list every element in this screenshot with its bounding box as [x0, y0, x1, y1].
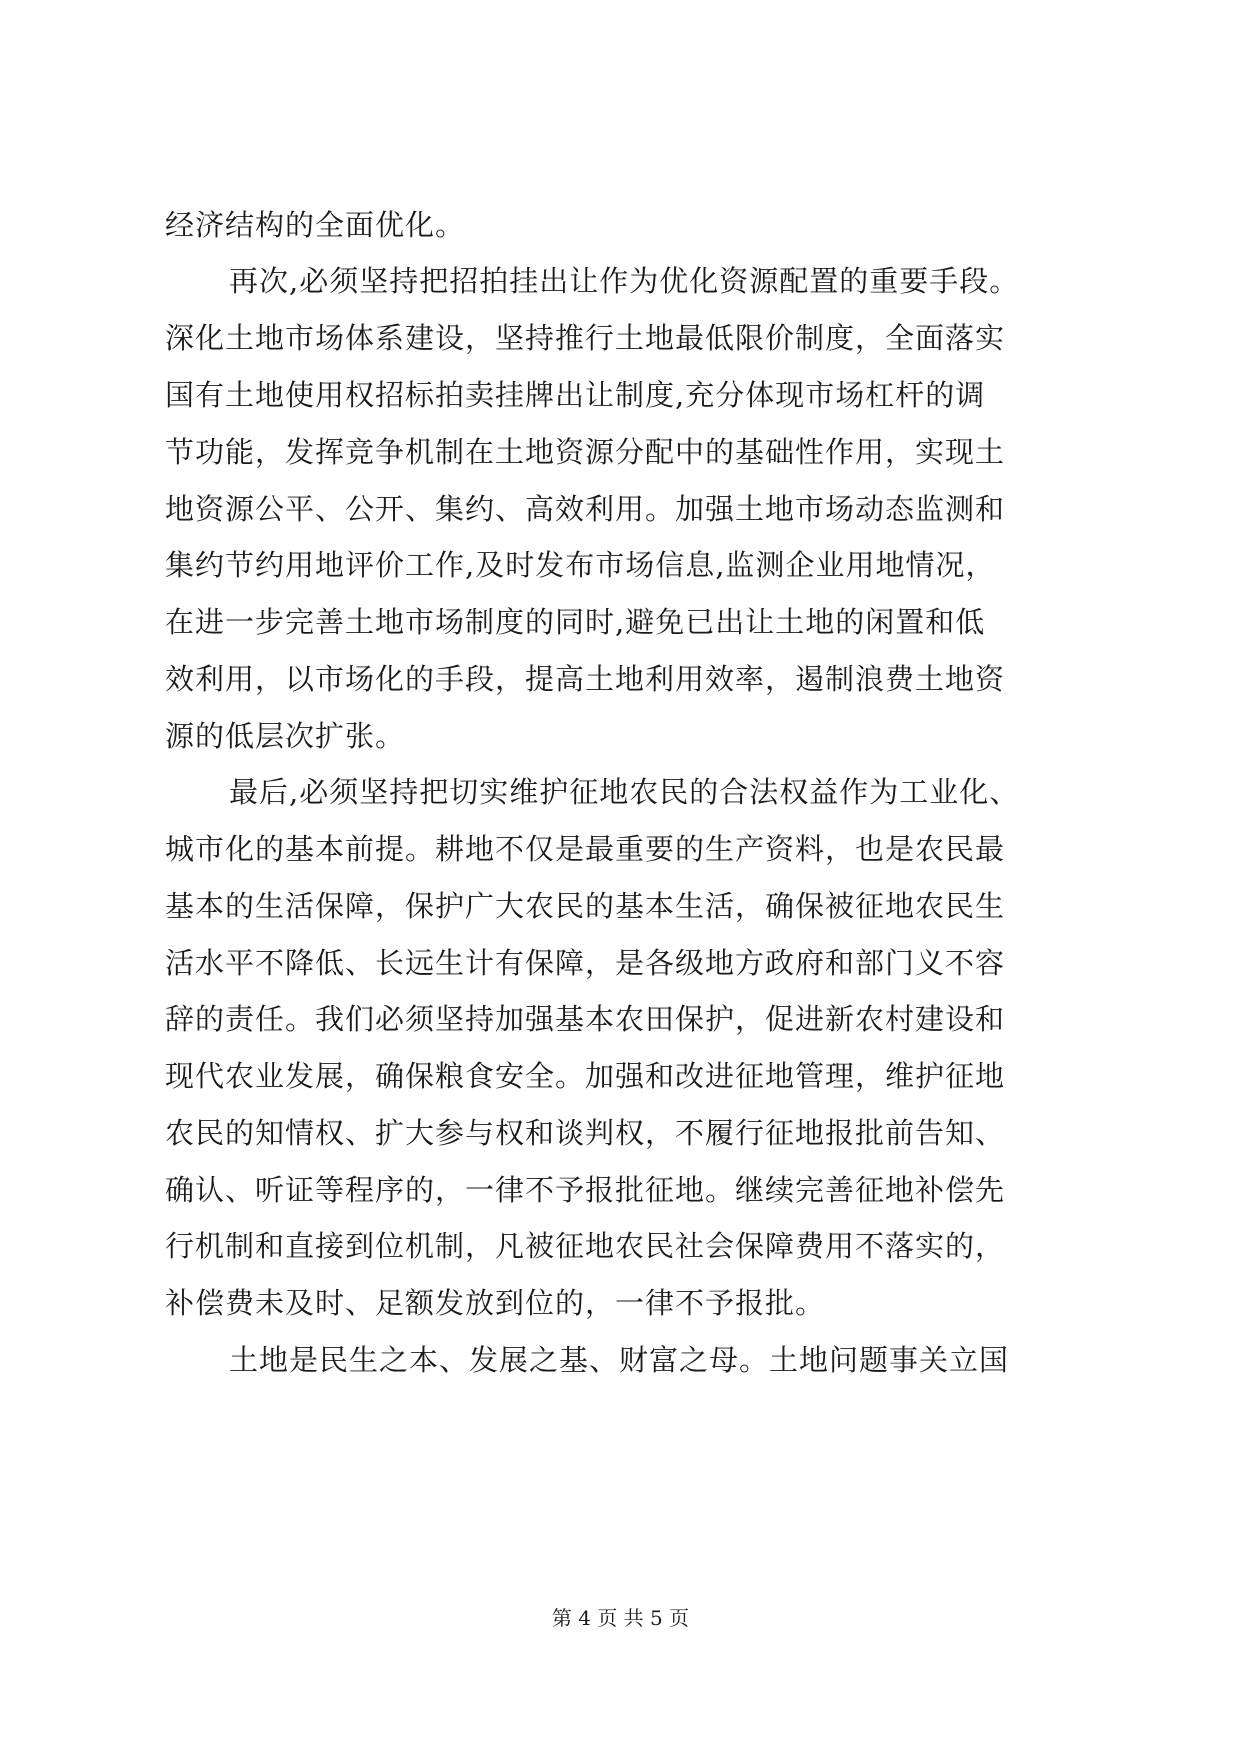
text-line: 经济结构的全面优化。	[165, 208, 466, 242]
text-line: 基本的生活保障，保护广大农民的基本生活，确保被征地农民生	[165, 889, 1006, 923]
text-line: 地资源公平、公开、集约、高效利用。加强土地市场动态监测和	[165, 492, 1006, 526]
paragraph-first-line: 土地是民生之本、发展之基、财富之母。土地问题事关立国	[229, 1343, 1010, 1377]
text-line: 节功能，发挥竞争机制在土地资源分配中的基础性作用，实现土	[165, 435, 1006, 469]
text-line: 活水平不降低、长远生计有保障，是各级地方政府和部门义不容	[165, 946, 1006, 980]
text-line: 在进一步完善土地市场制度的同时,避免已出让土地的闲置和低	[165, 605, 986, 639]
text-line: 国有土地使用权招标拍卖挂牌出让制度,充分体现市场杠杆的调	[165, 378, 986, 412]
text-line: 补偿费未及时、足额发放到位的，一律不予报批。	[165, 1286, 826, 1320]
text-line: 现代农业发展，确保粮食安全。加强和改进征地管理，维护征地	[165, 1059, 1006, 1093]
text-line: 农民的知情权、扩大参与权和谈判权，不履行征地报批前告知、	[165, 1116, 1006, 1150]
text-line: 行机制和直接到位机制，凡被征地农民社会保障费用不落实的，	[165, 1229, 1006, 1263]
text-line: 辞的责任。我们必须坚持加强基本农田保护，促进新农村建设和	[165, 1002, 1006, 1036]
text-line: 城市化的基本前提。耕地不仅是最重要的生产资料，也是农民最	[165, 832, 1006, 866]
text-line: 深化土地市场体系建设，坚持推行土地最低限价制度，全面落实	[165, 321, 1006, 355]
text-line: 效利用，以市场化的手段，提高土地利用效率，遏制浪费土地资	[165, 662, 1006, 696]
page-number-footer: 第 4 页 共 5 页	[551, 1606, 690, 1630]
text-line: 集约节约用地评价工作,及时发布市场信息,监测企业用地情况，	[165, 548, 996, 582]
text-line: 源的低层次扩张。	[165, 719, 406, 753]
paragraph-first-line: 再次,必须坚持把招拍挂出让作为优化资源配置的重要手段。	[229, 264, 1020, 298]
text-line: 确认、听证等程序的，一律不予报批征地。继续完善征地补偿先	[165, 1173, 1006, 1207]
paragraph-first-line: 最后,必须坚持把切实维护征地农民的合法权益作为工业化、	[229, 775, 1020, 809]
